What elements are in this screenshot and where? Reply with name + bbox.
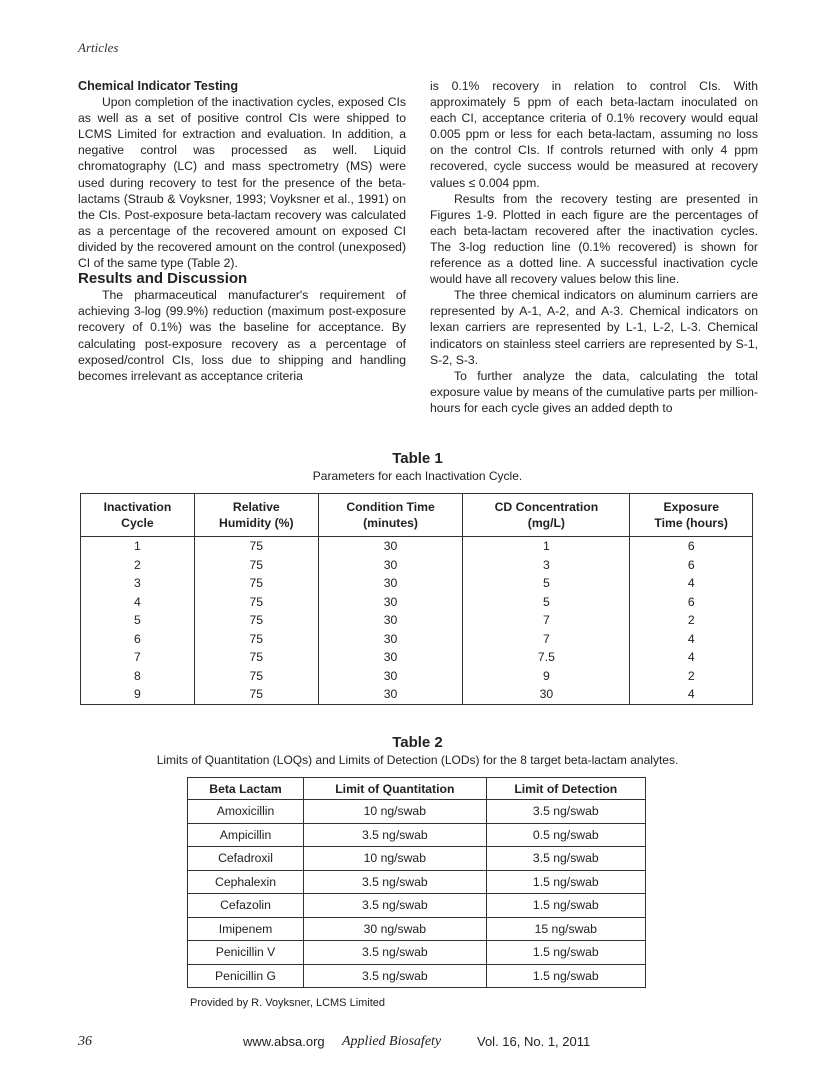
table-cell: 4 bbox=[630, 648, 753, 667]
table-cell: 75 bbox=[194, 593, 318, 612]
table1-row bbox=[81, 574, 753, 593]
table-cell: 75 bbox=[194, 685, 318, 704]
table2 bbox=[187, 777, 646, 988]
table-cell: 30 bbox=[318, 537, 463, 556]
table-cell: 75 bbox=[194, 574, 318, 593]
table1-row bbox=[81, 630, 753, 649]
table-cell: 3 bbox=[463, 556, 630, 575]
table2-subtitle: Limits of Quantitation (LOQs) and Limits of Detection (LODs) for the 8 target beta-lactam analytes. bbox=[156, 753, 679, 767]
table1-row bbox=[81, 648, 753, 667]
table1-subtitle: Parameters for each Inactivation Cycle. bbox=[312, 469, 523, 483]
table2-header-cell: Beta Lactam bbox=[188, 778, 304, 800]
table1-header-cell: Inactivation Cycle bbox=[81, 494, 195, 537]
table-cell: 75 bbox=[194, 648, 318, 667]
table-cell: 6 bbox=[630, 556, 753, 575]
table-cell: 75 bbox=[194, 611, 318, 630]
table-cell: Penicillin G bbox=[188, 964, 304, 988]
table1-row bbox=[81, 537, 753, 556]
table1-header-cell: Exposure Time (hours) bbox=[630, 494, 753, 537]
paragraph: is 0.1% recovery in relation to control CIs. With approximately 5 ppm of each beta-lactam inoculated on each CI, acceptance criteria of 0.1% recovery would equal 0.005 ppm or less for each beta-lactam, assuming no loss on the control CIs. If controls returned with only 4 ppm recovered, cycle success would be measured at recovery values ≤ 0.004 ppm. bbox=[430, 79, 758, 190]
table-cell: 9 bbox=[81, 685, 195, 704]
table2-row bbox=[188, 917, 646, 941]
table2-header-cell: Limit of Detection bbox=[486, 778, 645, 800]
table2-credit: Provided by R. Voyksner, LCMS Limited bbox=[190, 997, 386, 1009]
table1-caption bbox=[0, 450, 835, 484]
table-cell: 4 bbox=[81, 593, 195, 612]
table-cell: 7.5 bbox=[463, 648, 630, 667]
table-cell: Cephalexin bbox=[188, 870, 304, 894]
table-cell: Imipenem bbox=[188, 917, 304, 941]
table-cell: 30 bbox=[463, 685, 630, 704]
section-header: Articles bbox=[78, 40, 119, 55]
table-cell: 6 bbox=[81, 630, 195, 649]
table-cell: 30 bbox=[318, 593, 463, 612]
footer-website[interactable]: www.absa.org bbox=[243, 1034, 325, 1049]
table-cell: 3.5 ng/swab bbox=[486, 800, 645, 824]
table-cell: 3 bbox=[81, 574, 195, 593]
footer-journal: Applied Biosafety bbox=[342, 1034, 442, 1049]
table-cell: 2 bbox=[630, 667, 753, 686]
table1-row bbox=[81, 593, 753, 612]
table-cell: 4 bbox=[630, 574, 753, 593]
table-cell: 7 bbox=[463, 611, 630, 630]
table-cell: 10 ng/swab bbox=[304, 800, 487, 824]
table-cell: 3.5 ng/swab bbox=[486, 847, 645, 871]
table-cell: 3.5 ng/swab bbox=[304, 894, 487, 918]
table-cell: 1 bbox=[463, 537, 630, 556]
table-cell: 30 bbox=[318, 648, 463, 667]
right-column bbox=[430, 78, 758, 416]
table1-row bbox=[81, 685, 753, 704]
table-cell: 1 bbox=[81, 537, 195, 556]
table2-caption bbox=[0, 734, 835, 768]
table-cell: 4 bbox=[630, 630, 753, 649]
table1-title: Table 1 bbox=[392, 450, 443, 467]
table2-header-cell: Limit of Quantitation bbox=[304, 778, 487, 800]
table-cell: 1.5 ng/swab bbox=[486, 941, 645, 965]
page-number: 36 bbox=[78, 1034, 92, 1049]
table-cell: 9 bbox=[463, 667, 630, 686]
paragraph: The pharmaceutical manufacturer's requirement of achieving 3-log (99.9%) reduction (maximum post-exposure recovery of 0.1%) was the baseline for acceptance. By calculating post-exposure recovery as a percentage of exposed/control CIs, loss due to shipping and handling becomes irrelevant as acceptance criteria bbox=[78, 288, 406, 383]
table-cell: 7 bbox=[463, 630, 630, 649]
table-cell: 3.5 ng/swab bbox=[304, 823, 487, 847]
table-cell: 30 bbox=[318, 685, 463, 704]
table2-row bbox=[188, 823, 646, 847]
table-cell: 30 bbox=[318, 611, 463, 630]
table-cell: Cefadroxil bbox=[188, 847, 304, 871]
paragraph: The three chemical indicators on aluminum carriers are represented by A-1, A-2, and A-3. Chemical indicators on lexan carriers are represented by L-1, L-2, L-3. Chemical indicators on stainless steel carriers are represented by S-1, S-2, S-3. bbox=[430, 288, 758, 367]
table1-header-cell: Condition Time (minutes) bbox=[318, 494, 463, 537]
table1-row bbox=[81, 611, 753, 630]
table-cell: 3.5 ng/swab bbox=[304, 870, 487, 894]
table-cell: Amoxicillin bbox=[188, 800, 304, 824]
table-cell: 0.5 ng/swab bbox=[486, 823, 645, 847]
table-cell: 3.5 ng/swab bbox=[304, 941, 487, 965]
table-cell: 1.5 ng/swab bbox=[486, 964, 645, 988]
table2-row bbox=[188, 941, 646, 965]
table-cell: Cefazolin bbox=[188, 894, 304, 918]
table2-row bbox=[188, 964, 646, 988]
table-cell: 2 bbox=[81, 556, 195, 575]
heading-chemical-indicator-testing: Chemical Indicator Testing bbox=[78, 79, 239, 93]
paragraph: To further analyze the data, calculating the total exposure value by means of the cumulative parts per million-hours for each cycle gives an added depth to bbox=[430, 368, 758, 415]
table-cell: 10 ng/swab bbox=[304, 847, 487, 871]
table1-header-cell: Relative Humidity (%) bbox=[194, 494, 318, 537]
table-cell: 3.5 ng/swab bbox=[304, 964, 487, 988]
table-cell: 1.5 ng/swab bbox=[486, 870, 645, 894]
table-cell: 75 bbox=[194, 556, 318, 575]
table-cell: 6 bbox=[630, 593, 753, 612]
paragraph: Results from the recovery testing are presented in Figures 1-9. Plotted in each figure are the percentages of each beta-lactam recovered after the inactivation cycles. The 3-log reduction line (0.1% recovered) is shown for reference as a dotted line. A successful inactivation cycle would have all recovery values below this line. bbox=[430, 191, 758, 287]
table-cell: 30 bbox=[318, 630, 463, 649]
table-cell: 2 bbox=[630, 611, 753, 630]
table1-row bbox=[81, 667, 753, 686]
table-cell: 5 bbox=[463, 593, 630, 612]
table-cell: Penicillin V bbox=[188, 941, 304, 965]
table2-row bbox=[188, 894, 646, 918]
table1-header-cell: CD Concentration (mg/L) bbox=[463, 494, 630, 537]
table-cell: 30 ng/swab bbox=[304, 917, 487, 941]
table-cell: 75 bbox=[194, 537, 318, 556]
table2-row bbox=[188, 847, 646, 871]
table-cell: 30 bbox=[318, 667, 463, 686]
table-cell: 6 bbox=[630, 537, 753, 556]
table1 bbox=[80, 493, 753, 705]
heading-results-and-discussion: Results and Discussion bbox=[78, 270, 248, 288]
table-cell: 7 bbox=[81, 648, 195, 667]
table-cell: 75 bbox=[194, 667, 318, 686]
footer-volume: Vol. 16, No. 1, 2011 bbox=[477, 1034, 591, 1049]
paragraph: Upon completion of the inactivation cycles, exposed CIs as well as a set of positive control CIs were shipped to LCMS Limited for extraction and evaluation. In addition, a negative control was processed as well. Liquid chromatography (LC) and mass spectrometry (MS) were used during recovery to test for the presence of the beta-lactams (Straub & Voyksner, 1993; Voyksner et al., 1991) on the CIs. Post-exposure beta-lactam recovery was calculated as a percentage of the recovered amount on exposed CI divided by the recovered amount on the control (unexposed) CI of the same type (Table 2). bbox=[78, 95, 406, 271]
table-cell: 30 bbox=[318, 574, 463, 593]
table2-row bbox=[188, 870, 646, 894]
table-cell: 5 bbox=[81, 611, 195, 630]
table-cell: 8 bbox=[81, 667, 195, 686]
table1-row bbox=[81, 556, 753, 575]
table-cell: 1.5 ng/swab bbox=[486, 894, 645, 918]
table2-row bbox=[188, 800, 646, 824]
table-cell: 75 bbox=[194, 630, 318, 649]
table-cell: 15 ng/swab bbox=[486, 917, 645, 941]
table-cell: 30 bbox=[318, 556, 463, 575]
table-cell: 4 bbox=[630, 685, 753, 704]
left-column bbox=[78, 78, 406, 384]
table-cell: 5 bbox=[463, 574, 630, 593]
table2-title: Table 2 bbox=[392, 734, 443, 751]
table-cell: Ampicillin bbox=[188, 823, 304, 847]
